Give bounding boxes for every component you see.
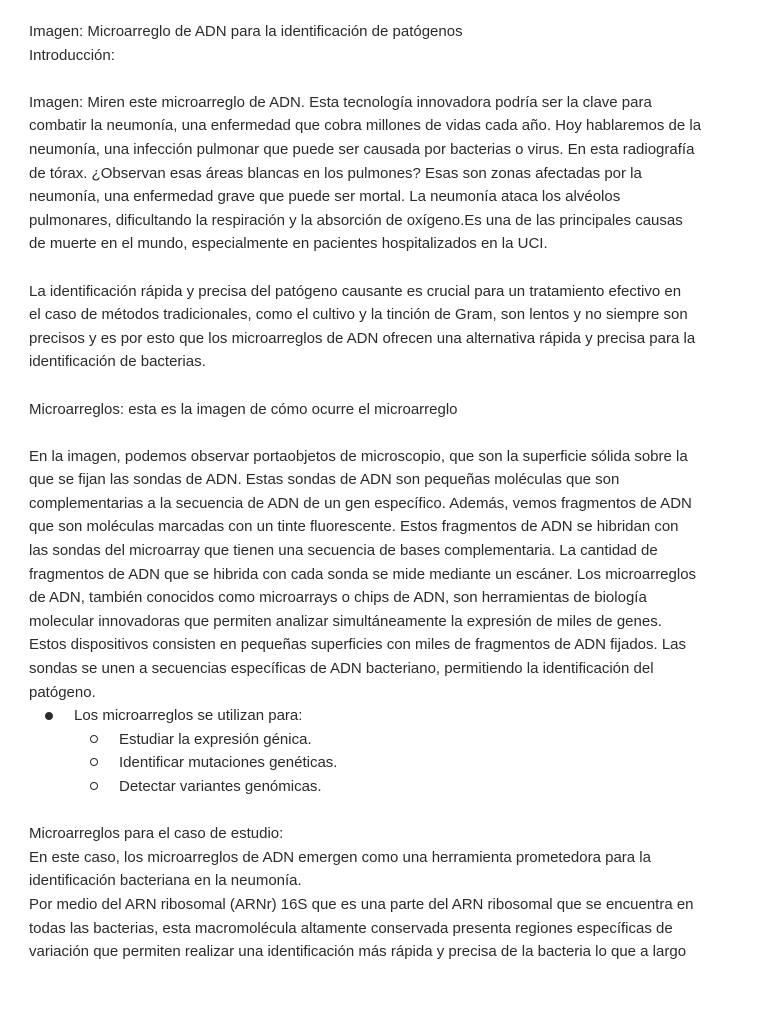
text-line: de muerte en el mundo, especialmente en pacientes hospitalizados en la UCI. <box>29 235 548 253</box>
text-line: las sondas del microarray que tienen una secuencia de bases complementaria. La cantidad de <box>29 542 658 560</box>
paragraph-image-description <box>29 445 743 705</box>
text-line: pulmonares, dificultando la respiración y la absorción de oxígeno.Es una de las principales causas <box>29 211 683 229</box>
paragraph-intro <box>29 91 743 256</box>
case-study-heading: Microarreglos para el caso de estudio: <box>29 825 284 843</box>
intro-label: Introducción: <box>29 46 115 64</box>
text-line: identificación de bacterias. <box>29 353 206 371</box>
text-line: Por medio del ARN ribosomal (ARNr) 16S que es una parte del ARN ribosomal que se encuentra en <box>29 895 694 913</box>
text-line: sondas se unen a secuencias específicas de ADN bacteriano, permitiendo la identificación del <box>29 660 654 678</box>
text-line: Estos dispositivos consisten en pequeñas superficies con miles de fragmentos de ADN fijados. Las <box>29 636 687 654</box>
uses-list <box>29 704 743 798</box>
text-line: identificación bacteriana en la neumonía. <box>29 872 302 890</box>
text-line: todas las bacterias, esta macromolécula altamente conservada presenta regiones específicas de <box>29 919 673 937</box>
paragraph-identification <box>29 280 743 374</box>
list-item <box>74 751 743 775</box>
text-line: variación que permiten realizar una identificación más rápida y precisa de la bacteria lo que a largo <box>29 943 687 961</box>
text-line: molecular innovadoras que permiten analizar simultáneamente la expresión de miles de genes. <box>29 612 662 630</box>
text-line: de ADN, también conocidos como microarrays o chips de ADN, son herramientas de biología <box>29 589 647 607</box>
text-line: combatir la neumonía, una enfermedad que cobra millones de vidas cada año. Hoy hablaremos de la <box>29 117 702 135</box>
list-item-label: Identificar mutaciones genéticas. <box>119 754 338 772</box>
text-line: precisos y es por esto que los microarreglos de ADN ofrecen una alternativa rápida y precisa para la <box>29 329 696 347</box>
list-item <box>29 704 743 798</box>
text-line: complementarias a la secuencia de ADN de un gen específico. Además, vemos fragmentos de ADN <box>29 494 692 512</box>
text-line: En este caso, los microarreglos de ADN emergen como una herramienta prometedora para la <box>29 848 651 866</box>
text-line: La identificación rápida y precisa del patógeno causante es crucial para un tratamiento efectivo en <box>29 282 682 300</box>
text-line: En la imagen, podemos observar portaobjetos de microscopio, que son la superficie sólida sobre la <box>29 447 688 465</box>
text-line: fragmentos de ADN que se hibrida con cada sonda se mide mediante un escáner. Los microarreglos <box>29 565 697 583</box>
text-line: neumonía, una enfermedad grave que puede ser mortal. La neumonía ataca los alvéolos <box>29 188 621 206</box>
text-line: Imagen: Miren este microarreglo de ADN. Esta tecnología innovadora podría ser la clave para <box>29 93 652 111</box>
text-line: patógeno. <box>29 683 96 701</box>
text-line: que son moléculas marcadas con un tinte fluorescente. Estos fragmentos de ADN se hibridan con <box>29 518 679 536</box>
text-line: de tórax. ¿Observan esas áreas blancas en los pulmones? Esas son zonas afectadas por la <box>29 164 642 182</box>
uses-sublist <box>74 728 743 799</box>
list-item-label: Detectar variantes genómicas. <box>119 778 322 795</box>
document-title: Imagen: Microarreglo de ADN para la identificación de patógenos <box>29 23 463 40</box>
microarrays-heading: Microarreglos: esta es la imagen de cómo ocurre el microarreglo <box>29 400 458 418</box>
list-item-label: Estudiar la expresión génica. <box>119 730 312 748</box>
paragraph-case-study <box>29 846 743 964</box>
text-line: el caso de métodos tradicionales, como el cultivo y la tinción de Gram, son lentos y no siempre son <box>29 306 688 324</box>
list-item <box>74 775 743 799</box>
text-line: neumonía, una infección pulmonar que puede ser causada por bacterias o virus. En esta radiografía <box>29 140 695 158</box>
text-line: que se fijan las sondas de ADN. Estas sondas de ADN son pequeñas moléculas que son <box>29 471 620 489</box>
document-page <box>29 20 743 964</box>
list-item-label: Los microarreglos se utilizan para: <box>74 707 303 725</box>
list-item <box>74 728 743 752</box>
